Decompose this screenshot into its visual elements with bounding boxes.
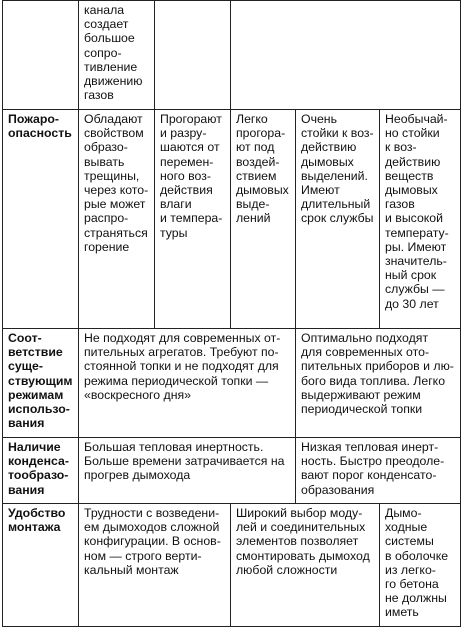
text-line: периодической топки	[301, 402, 423, 417]
text-line: влаги	[160, 197, 192, 212]
cell-mounting-left	[79, 504, 231, 627]
text-line: Не подходят для современных от-	[84, 331, 281, 345]
header-cell-empty	[3, 1, 79, 110]
text-line: ветствие	[8, 345, 63, 360]
text-line: веществ	[385, 168, 434, 183]
text-line: опасность	[8, 126, 72, 141]
text-line: иметь	[385, 605, 419, 620]
text-line: «воскресного дня»	[84, 387, 191, 402]
text-line: образо-	[84, 140, 128, 155]
text-line: движению	[84, 74, 143, 89]
text-line: элементов позволяет	[236, 534, 359, 549]
text-line: не должны	[385, 591, 447, 606]
text-line: ный срок	[385, 268, 437, 283]
text-line: и высокой	[385, 211, 444, 226]
text-line: дымовых	[301, 154, 354, 169]
text-line: выделений.	[301, 168, 368, 183]
text-line: любой сложности	[236, 562, 338, 577]
text-line: сопро-	[84, 45, 122, 60]
text-line: выде-	[236, 197, 270, 212]
header-modes	[3, 329, 79, 438]
text-line: распро-	[84, 211, 129, 226]
text-line: Имеют	[301, 183, 340, 198]
text-line: системы	[385, 534, 434, 549]
text-line: воздей-	[236, 154, 280, 169]
text-line: создает	[84, 17, 129, 32]
text-line: прогрев дымохода	[84, 468, 191, 483]
text-line: Дымо-	[385, 506, 422, 520]
text-line: ного воз-	[160, 168, 211, 183]
text-line: газов	[385, 197, 415, 212]
cell-condensate-right	[296, 438, 461, 504]
text-line: конфигурации. В основ-	[84, 534, 221, 549]
text-line: канала	[84, 3, 125, 17]
cell-mounting-right	[380, 504, 461, 627]
header-mounting	[3, 504, 79, 627]
text-line: туры	[160, 225, 188, 240]
text-line: ют под	[236, 140, 275, 155]
text-line: газов	[84, 88, 114, 103]
header-condensate	[3, 438, 79, 504]
text-line: через кото-	[84, 183, 149, 198]
cell-fire-col4	[296, 110, 380, 329]
text-line: режимам	[8, 387, 64, 402]
text-line: для современных ото-	[301, 345, 430, 360]
text-line: срок службы	[301, 211, 374, 226]
text-line: тообразо-	[8, 468, 69, 483]
cell-top-col2	[155, 1, 231, 110]
text-line: смонтировать дымоход	[236, 548, 370, 563]
cell-fire-col2	[155, 110, 231, 329]
text-line: монтажа	[8, 520, 61, 535]
text-line: но стойки	[385, 126, 440, 141]
text-line: службы —	[385, 282, 445, 297]
table-row-modes	[3, 329, 461, 438]
text-line: го бетона	[385, 577, 439, 592]
text-line: Низкая тепловая инерт-	[301, 440, 439, 454]
text-line: тивление	[84, 59, 138, 74]
text-line: действию	[301, 140, 357, 155]
text-line: Очень	[301, 112, 338, 126]
text-line: ходные	[385, 520, 428, 535]
text-line: вания	[8, 416, 45, 431]
text-line: до 30 лет	[385, 296, 439, 311]
text-line: пительных агрегатов. Требуют по-	[84, 345, 279, 360]
text-line: вывать	[84, 154, 125, 169]
table-row-condensate	[3, 438, 461, 504]
text-line: шаются от	[160, 140, 220, 155]
text-line: кальный монтаж	[84, 562, 179, 577]
text-line: свойством	[84, 126, 144, 141]
text-line: Прогорают	[160, 112, 222, 126]
text-line: дымовых	[236, 183, 289, 198]
text-line: Широкий выбор моду-	[236, 506, 363, 520]
header-fire-safety	[3, 110, 79, 329]
text-line: рые может	[84, 197, 146, 212]
cell-fire-col5	[380, 110, 461, 329]
text-line: Пожаро-	[8, 112, 60, 126]
text-line: дымовых	[385, 183, 438, 198]
text-line: ры. Имеют	[385, 239, 447, 254]
table-row-fire	[3, 110, 461, 329]
text-line: из легко-	[385, 562, 436, 577]
text-line: и разру-	[160, 126, 207, 141]
text-line: стойки к воз-	[301, 126, 374, 141]
text-line: в оболочке	[385, 548, 449, 563]
text-line: ем дымоходов сложной	[84, 520, 220, 535]
text-line: горение	[84, 239, 130, 254]
table-row-top	[3, 1, 461, 110]
table-row-mounting	[3, 504, 461, 627]
text-line: образования	[301, 482, 375, 497]
text-line: действия	[160, 183, 213, 198]
text-line: Соот-	[8, 331, 42, 345]
text-line: стоянной топки и не подходят для	[84, 359, 279, 374]
text-line: перемен-	[160, 154, 214, 169]
text-line: Трудности с возведени-	[84, 506, 220, 520]
cell-modes-left	[79, 329, 296, 438]
text-line: конденса-	[8, 454, 69, 469]
text-line: использо-	[8, 402, 70, 417]
cell-modes-right	[296, 329, 461, 438]
text-line: ствием	[236, 168, 277, 183]
text-line: Обладают	[84, 112, 143, 126]
text-line: вают порог конденсато-	[301, 468, 437, 483]
text-line: вания	[8, 482, 45, 497]
cell-fire-col3	[231, 110, 296, 329]
text-line: Больше времени затрачивается на	[84, 454, 285, 469]
text-line: Необычай-	[385, 112, 448, 126]
text-line: режима периодической топки —	[84, 373, 269, 388]
text-line: Наличие	[8, 440, 61, 454]
text-line: лений	[236, 211, 271, 226]
text-line: страняться	[84, 225, 148, 240]
text-line: ном — строго верти-	[84, 548, 202, 563]
text-line: бого вида топлива. Легко	[301, 373, 446, 388]
cell-top-col3-5	[231, 1, 461, 110]
text-line: выдерживают режим	[301, 387, 421, 402]
comparison-table	[2, 0, 461, 627]
text-line: к воз-	[385, 140, 417, 155]
text-line: ность. Быстро преодоле-	[301, 454, 445, 469]
text-line: и темпера-	[160, 211, 223, 226]
text-line: суще-	[8, 359, 43, 374]
cell-fire-col1	[79, 110, 155, 329]
text-line: пительных приборов и лю-	[301, 359, 454, 374]
text-line: большое	[84, 31, 135, 46]
text-line: лей и соединительных	[236, 520, 366, 535]
cell-condensate-left	[79, 438, 296, 504]
cell-top-col1	[79, 1, 155, 110]
text-line: Легко	[236, 112, 268, 126]
text-line: Оптимально подходят	[301, 331, 429, 345]
text-line: длительный	[301, 197, 371, 212]
text-line: Удобство	[8, 506, 66, 520]
text-line: Большая тепловая инертность.	[84, 440, 264, 454]
cell-mounting-middle	[231, 504, 380, 627]
text-line: действию	[385, 154, 441, 169]
text-line: значитель-	[385, 254, 447, 269]
text-line: температу-	[385, 225, 449, 240]
text-line: прогора-	[236, 126, 286, 141]
text-line: ствующим	[8, 373, 73, 388]
text-line: трещины,	[84, 168, 140, 183]
